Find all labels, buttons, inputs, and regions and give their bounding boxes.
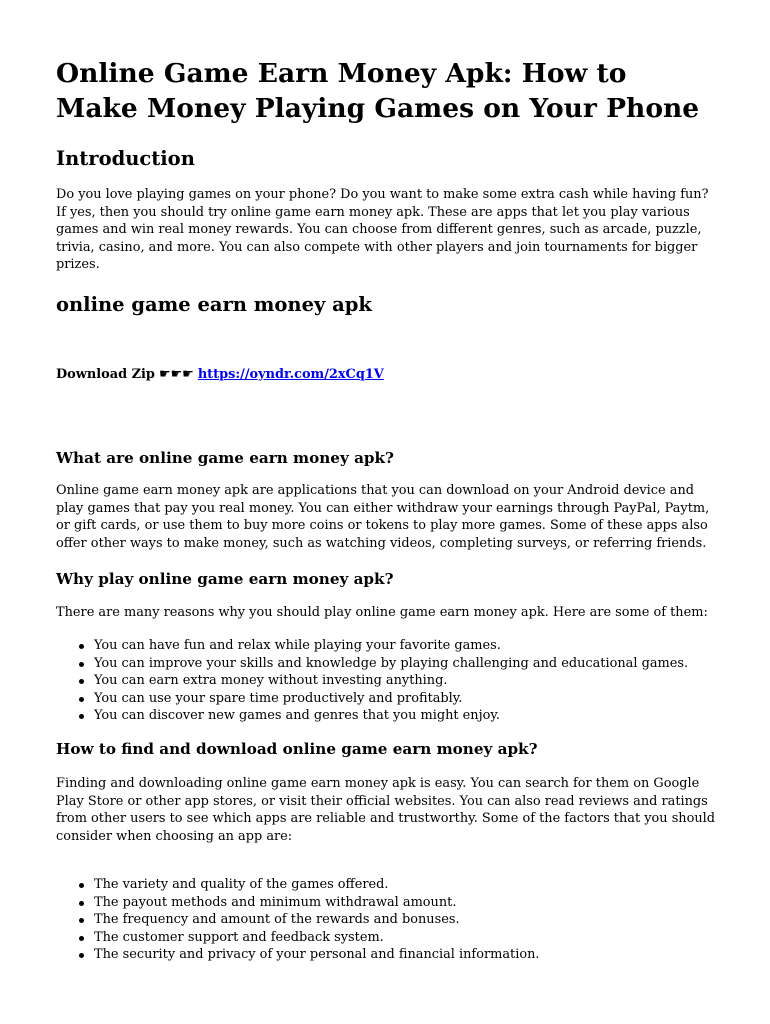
download-label: Download Zip (56, 367, 155, 382)
intro-heading: Introduction (56, 147, 195, 170)
list-item: You can improve your skills and knowledge by playing challenging and educational games. (56, 655, 716, 673)
list-item: You can earn extra money without investing anything. (56, 672, 716, 690)
how-paragraph: Finding and downloading online game earn money apk is easy. You can search for them on Google Play Store or other app stores, or visit their official websites. You can also read reviews and ratings from other users to see which apps are reliable and trustworthy. Some of the factors that you should consider when choosing an app are: (56, 776, 716, 844)
list-item: You can discover new games and genres that you might enjoy. (56, 707, 716, 725)
intro-paragraph: Do you love playing games on your phone? Do you want to make some extra cash while having fun? If yes, then you should try online game earn money apk. These are apps that let you play various games and win real money rewards. You can choose from different genres, such as arcade, puzzle, trivia, casino, and more. You can also compete with other players and join tournaments for bigger prizes. (56, 187, 709, 273)
how-list (56, 876, 716, 964)
page-title: Online Game Earn Money Apk: How to Make Money Playing Games on Your Phone (56, 58, 700, 124)
download-line (56, 366, 384, 384)
list-item: The variety and quality of the games offered. (56, 876, 716, 894)
how-heading: How to find and download online game earn money apk? (56, 740, 538, 758)
list-item: The security and privacy of your personal and financial information. (56, 946, 716, 964)
why-list (56, 637, 716, 725)
download-link[interactable]: https://oyndr.com/2xCq1V (197, 367, 384, 382)
what-heading: What are online game earn money apk? (56, 449, 394, 467)
why-paragraph: There are many reasons why you should play online game earn money apk. Here are some of them: (56, 605, 708, 620)
list-item: You can have fun and relax while playing your favorite games. (56, 637, 716, 655)
list-item: The frequency and amount of the rewards and bonuses. (56, 911, 716, 929)
why-heading: Why play online game earn money apk? (56, 570, 394, 588)
what-paragraph: Online game earn money apk are applications that you can download on your Android device and play games that pay you real money. You can either withdraw your earnings through PayPal, Paytm, or gift cards, or use them to buy more coins or tokens to play more games. Some of these apps also offer other ways to make money, such as watching videos, completing surveys, or referring friends. (56, 483, 710, 551)
download-arrows: ☛☛☛ (159, 367, 194, 382)
list-item: You can use your spare time productively and profitably. (56, 690, 716, 708)
keyword-heading: online game earn money apk (56, 293, 372, 316)
list-item: The customer support and feedback system. (56, 929, 716, 947)
list-item: The payout methods and minimum withdrawal amount. (56, 894, 716, 912)
